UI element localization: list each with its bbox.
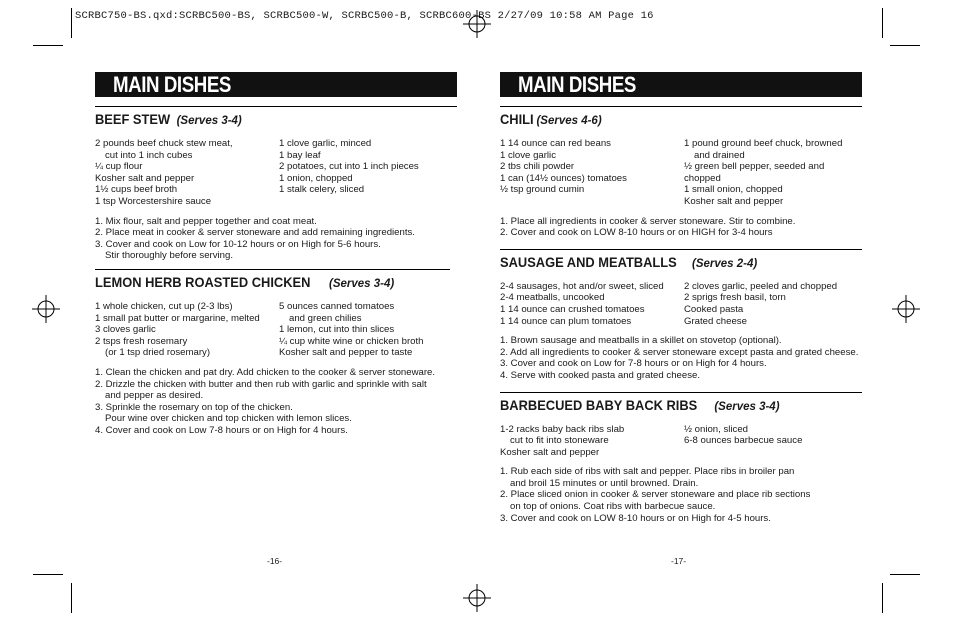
crop-mark [33,574,63,575]
recipe-title: BARBECUED BABY BACK RIBS (Serves 3-4) [500,396,780,413]
crop-mark [890,574,920,575]
recipe-title: SAUSAGE AND MEATBALLS (Serves 2-4) [500,253,758,270]
crop-mark [890,45,920,46]
recipe-bbq-ribs [500,396,862,525]
crop-mark [71,583,72,613]
page-banner: MAIN DISHES [95,72,457,97]
recipe-title: CHILI (Serves 4-6) [500,111,602,127]
print-slug: SCRBC750-BS.qxd:SCRBC500-BS, SCRBC500-W, SCRBC500-B, SCRBC600-BS 2/27/09 10:58 AM Page 16 [75,10,654,22]
recipe-title: BEEF STEW (Serves 3-4) [95,111,242,127]
page-number: -17- [671,556,687,566]
registration-mark-icon [32,295,60,323]
recipe-beef-stew [95,110,457,262]
crop-mark [33,45,63,46]
registration-mark-icon [463,10,491,38]
ingredients: 1 14 ounce can red beans 1 clove garlic 2 tbs chili powder 1 can (14½ ounces) tomatoes ½ tsp ground cumin 1 pound ground beef chuck, browned and drained ½ green bell pepper, seeded and chopped 1 small onion, chopped Kosher salt and pepper [500,138,843,207]
recipe-title: LEMON HERB ROASTED CHICKEN (Serves 3-4) [95,273,395,290]
registration-mark-icon [463,584,491,612]
directions: 1. Clean the chicken and pat dry. Add chicken to the cooker & server stoneware. 2. Drizzle the chicken with butter and then rub with garlic and sprinkle with salt and pepper as desired. 3. Sprinkle the rosemary on top of the chicken. Pour wine over chicken and top chicken with lemon slices. 4. Cover and cook on Low 7-8 hours or on High for 4 hours. [95,366,436,436]
recipe-chili [500,110,862,239]
page-number: -16- [267,556,283,566]
crop-mark [71,8,72,38]
left-page [95,72,457,436]
directions: 1. Brown sausage and meatballs in a skillet on stovetop (optional). 2. Add all ingredients to cooker & server stoneware except pasta and grated cheese. 3. Cover and cook on Low for 7-8 hours or on High for 4 hours. 4. Serve with cooked pasta and grated cheese. [500,335,859,381]
ingredients: 1-2 racks baby back ribs slab cut to fit into stoneware Kosher salt and pepper ½ onion, sliced 6-8 ounces barbecue sauce [500,423,803,458]
ingredients: 2-4 sausages, hot and/or sweet, sliced 2-4 meatballs, uncooked 1 14 ounce can crushed tomatoes 1 14 ounce can plum tomatoes 2 cloves garlic, peeled and chopped 2 sprigs fresh basil, torn Cooked pasta Grated cheese [500,280,838,327]
crop-mark [882,8,883,38]
directions: 1. Rub each side of ribs with salt and pepper. Place ribs in broiler pan and broil 15 minutes or until browned. Drain. 2. Place sliced onion in cooker & server stoneware and place rib sections on top of onions. Coat ribs with barbecue sauce. 3. Cover and cook on LOW 8-10 hours or on High for 4-5 hours. [500,466,811,524]
ingredients: 2 pounds beef chuck stew meat, cut into 1 inch cubes ¼ cup flour Kosher salt and pepper 1½ cups beef broth 1 tsp Worcestershire sauce 1 clove garlic, minced 1 bay leaf 2 potatoes, cut into 1 inch pieces 1 onion, chopped 1 stalk celery, sliced [95,138,419,207]
directions: 1. Place all ingredients in cooker & server stoneware. Stir to combine. 2. Cover and cook on LOW 8-10 hours or on HIGH for 3-4 hours [500,215,796,239]
right-page [500,72,862,524]
page-banner: MAIN DISHES [500,72,862,97]
ingredients: 1 whole chicken, cut up (2-3 lbs) 1 small pat butter or margarine, melted 3 cloves garlic 2 tsps fresh rosemary (or 1 tsp dried rosemary) 5 ounces canned tomatoes and green chilies 1 lemon, cut into thin slices ¼ cup white wine or chicken broth Kosher salt and pepper to taste [95,300,424,359]
recipe-sausage-meatballs [500,253,862,382]
directions: 1. Mix flour, salt and pepper together and coat meat. 2. Place meat in cooker & server stoneware and add remaining ingredients. 3. Cover and cook on Low for 10-12 hours or on High for 5-6 hours. Stir thoroughly before serving. [95,215,415,262]
recipe-lemon-herb-chicken [95,273,457,437]
registration-mark-icon [892,295,920,323]
crop-mark [882,583,883,613]
